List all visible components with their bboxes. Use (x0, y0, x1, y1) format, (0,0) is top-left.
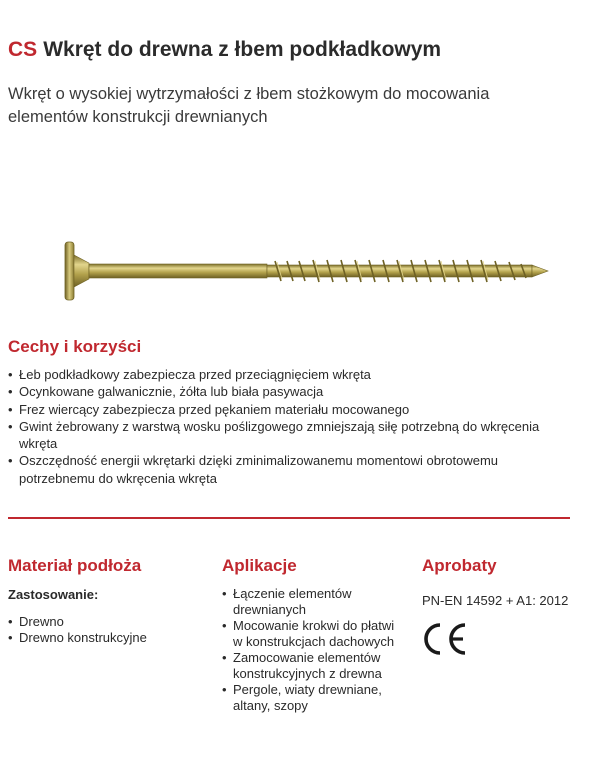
ce-mark-icon (420, 622, 470, 656)
list-item: • Drewno konstrukcyjne (8, 630, 198, 646)
list-item: • Mocowanie krokwi do płatwi w konstrukcjach dachowych (222, 618, 407, 650)
screw-neck (74, 255, 89, 287)
screw-shank (89, 264, 267, 278)
product-subtitle: Wkręt o wysokiej wytrzymałości z łbem stożkowym do mocowania elementów konstrukcji drewnianych (8, 85, 490, 126)
applications-heading: Aplikacje (222, 556, 297, 575)
approval-standard: PN-EN 14592 + A1: 2012 (422, 593, 569, 608)
screw-head (65, 242, 74, 300)
approvals-heading: Aprobaty (422, 556, 497, 575)
material-heading: Materiał podłoża (8, 556, 142, 575)
list-item: • Łeb podkładkowy zabezpiecza przed przeciągnięciem wkręta (8, 366, 568, 383)
list-item: • Frez wiercący zabezpiecza przed pękaniem materiału mocowanego (8, 401, 568, 418)
list-item: • Ocynkowane galwanicznie, żółta lub biała pasywacja (8, 383, 568, 400)
list-item: • Oszczędność energii wkrętarki dzięki zminimalizowanemu momentowi obrotowemu potrzebnemu do wkręcenia wkręta (8, 452, 568, 487)
section-divider (8, 517, 570, 519)
features-list (8, 366, 568, 487)
list-item: • Drewno (8, 614, 198, 630)
list-item: • Pergole, wiaty drewniane, altany, szopy (222, 682, 407, 714)
page-title (8, 38, 441, 62)
product-code: CS (8, 38, 38, 61)
product-title: Wkręt do drewna z łbem podkładkowym (43, 38, 442, 61)
list-item: • Łączenie elementów drewnianych (222, 586, 407, 618)
list-item: • Zamocowanie elementów konstrukcyjnych z drewna (222, 650, 407, 682)
screw-tip (532, 265, 548, 277)
applications-list (222, 586, 407, 714)
material-subheading: Zastosowanie: (8, 587, 99, 602)
list-item: • Gwint żebrowany z warstwą wosku poślizgowego zmniejszają siłę potrzebną do wkręcenia wkręta (8, 418, 568, 453)
features-heading: Cechy i korzyści (8, 337, 142, 356)
wood-screw-image (55, 225, 555, 315)
material-list (8, 614, 198, 646)
